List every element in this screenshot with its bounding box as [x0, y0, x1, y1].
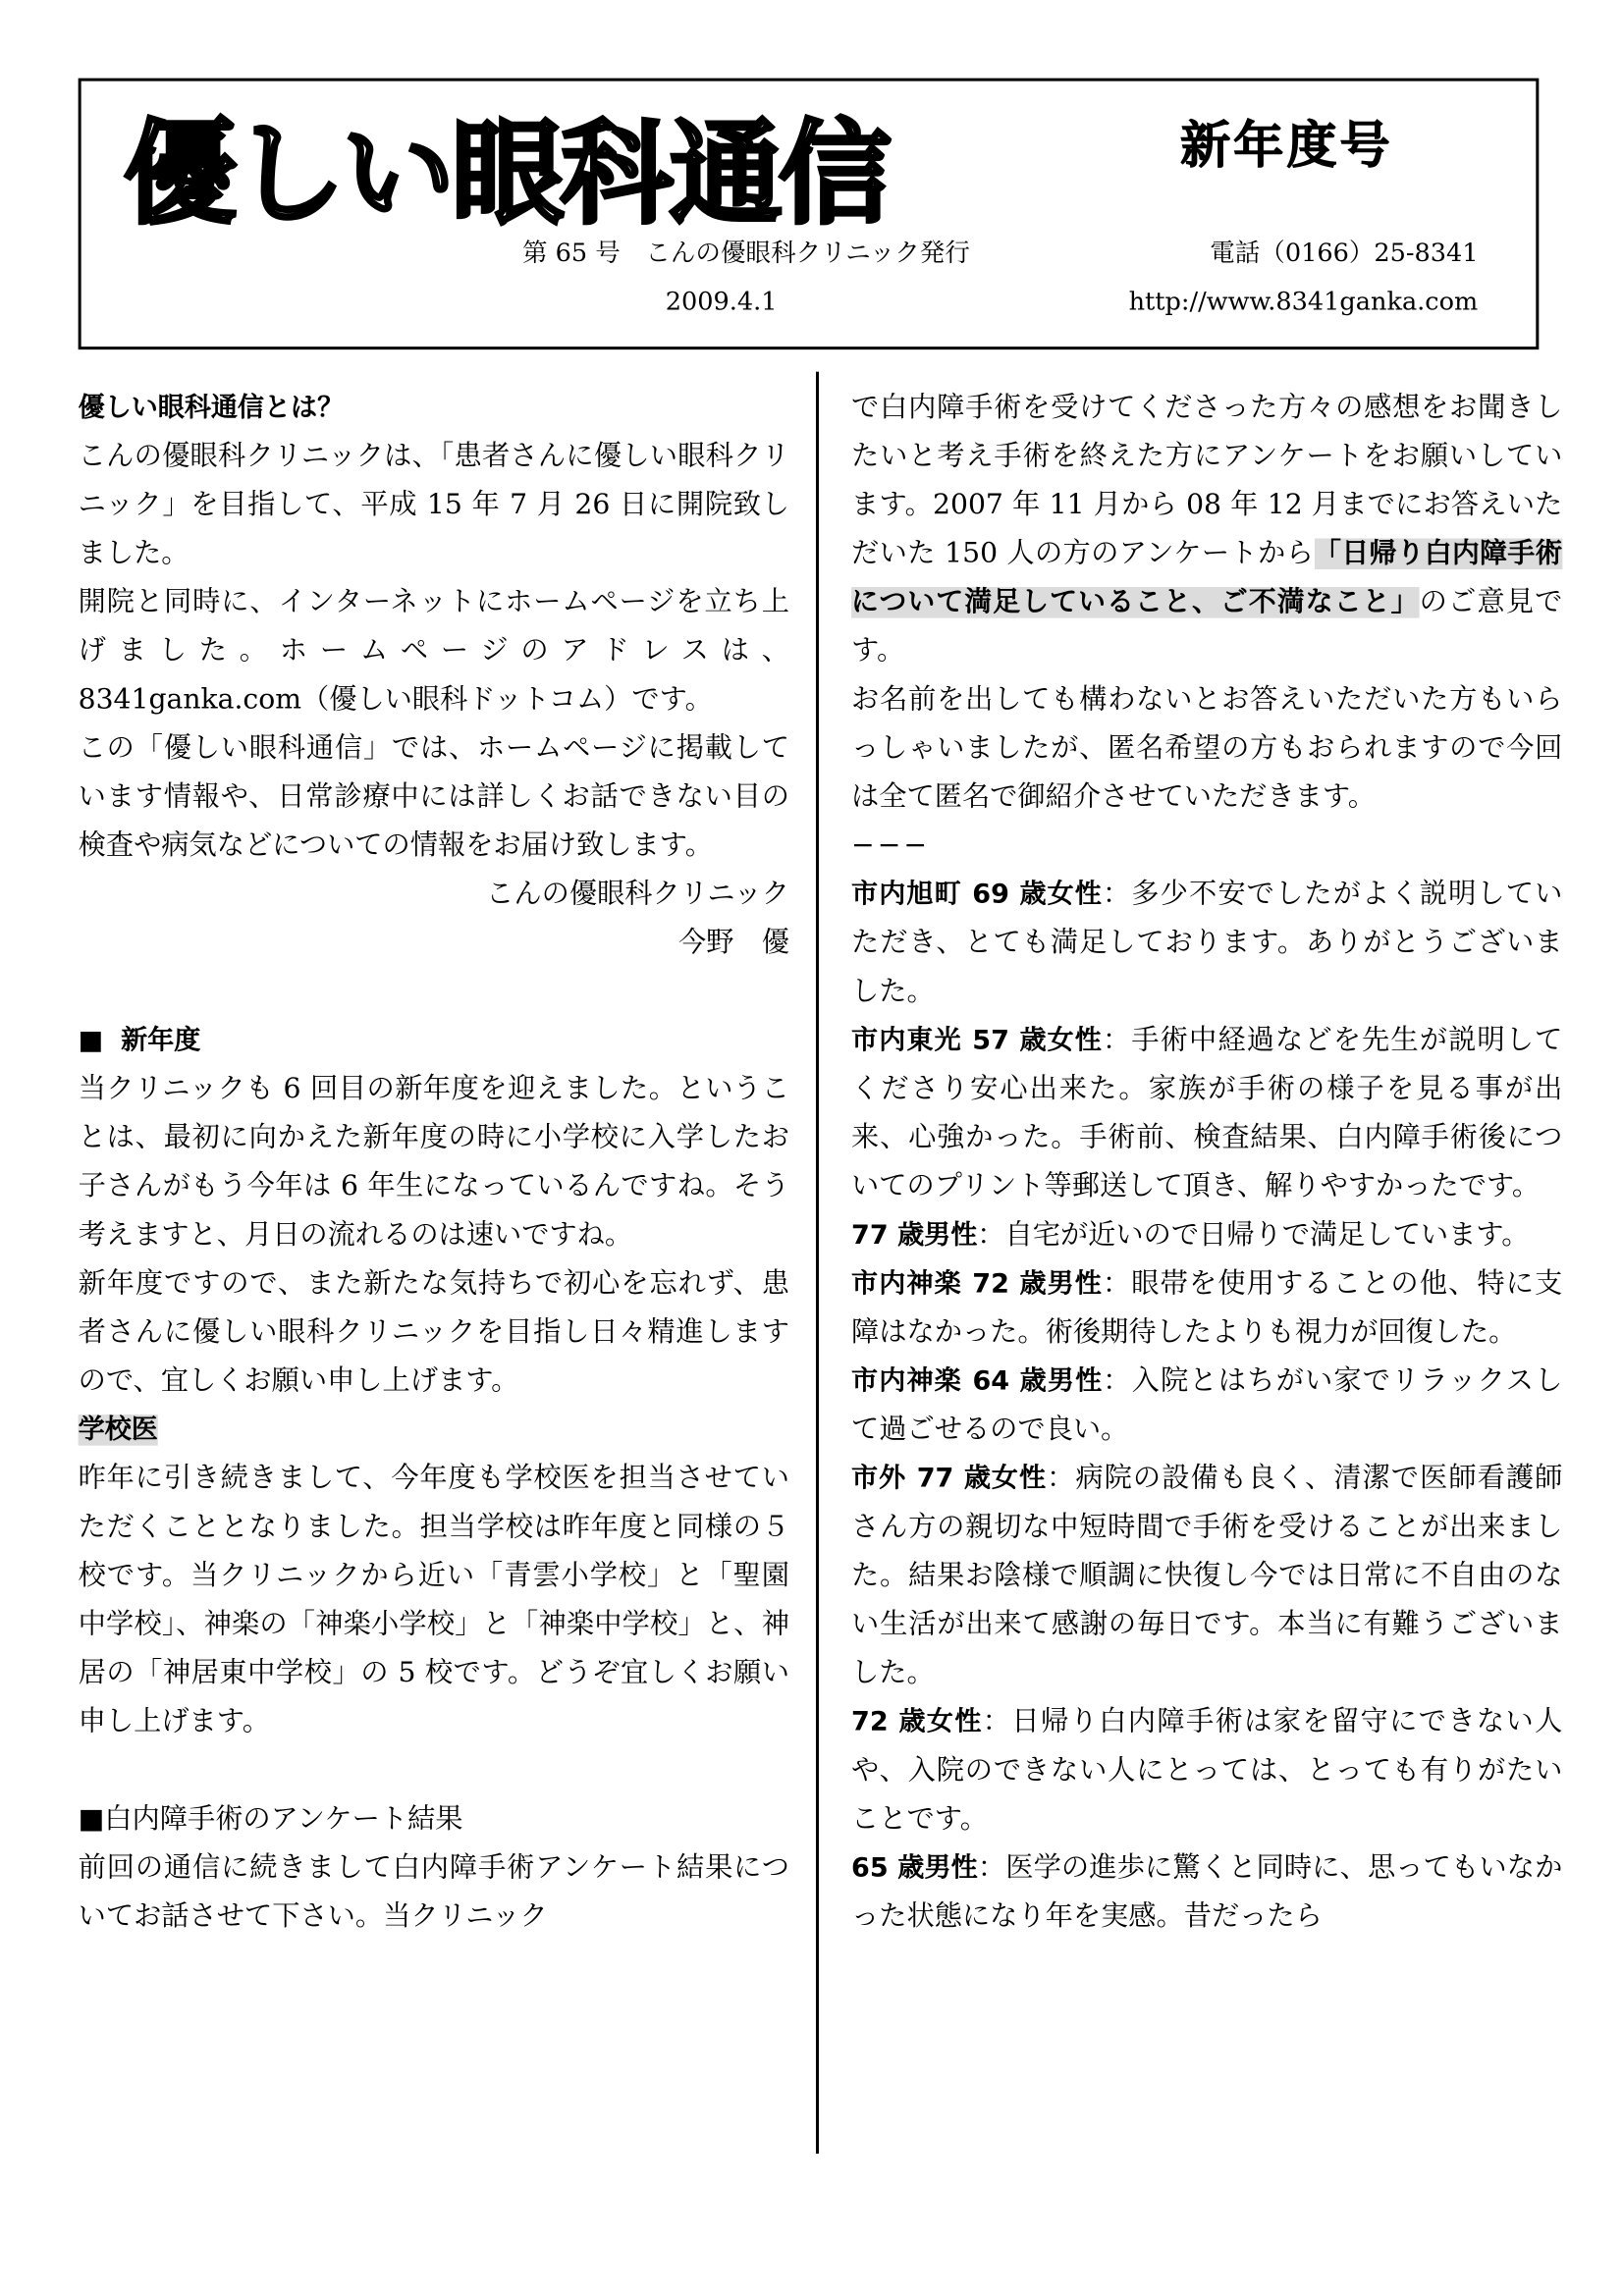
comment-author: 77 歳男性: [851, 1219, 978, 1252]
survey-paragraph: [851, 384, 1562, 676]
survey-paragraph: 前回の通信に続きまして白内障手術アンケート結果についてお話させて下さい。当クリニック: [78, 1852, 789, 1933]
comment-text: ：自宅が近いので日帰りで満足しています。: [977, 1219, 1530, 1252]
newsletter-title: 優しい眼科通信: [124, 107, 889, 240]
newyear-paragraph: 当クリニックも 6 回目の新年度を迎えました。ということは、最初に向かえた新年度の時に小学校に入学したお子さんがもう今年は 6 年生になっているんですね。そう考えますと、月日の流れるのは速いですね。: [78, 1073, 789, 1252]
comment-item: [851, 871, 1562, 1017]
comment-item: [851, 1211, 1562, 1260]
comment-item: [851, 1843, 1562, 1941]
newyear-paragraph: 新年度ですので、また新たな気持ちで初心を忘れず、患者さんに優しい眼科クリニックを目指し日々精進しますので、宜しくお願い申し上げます。: [78, 1268, 789, 1398]
comment-item: [851, 1259, 1562, 1357]
comment-text: ：病院の設備も良く、清潔で医師看護師さん方の親切な中短時間で手術を受けることが出来ました。結果お陰様で順調に快復し今では日常に不自由のない生活が出来て感謝の毎日です。本当に有難うございました。: [851, 1463, 1563, 1689]
section-heading-school-text: 学校医: [78, 1415, 158, 1446]
survey-highlight: 「日帰り白内障手術について満足していること、ご不満なこと」: [851, 538, 1563, 618]
intro-paragraph: こんの優眼科クリニックは、「患者さんに優しい眼科クリニック」を目指して、平成 15 年 7 月 26 日に開院致しました。: [78, 441, 789, 570]
section-heading-school: [79, 1406, 789, 1455]
issue-date: 2009.4.1: [665, 288, 778, 318]
comment-author: 市内東光 57 歳女性: [851, 1025, 1103, 1056]
comment-item: [851, 1698, 1562, 1844]
left-column: [79, 384, 789, 1942]
survey-text: で白内障手術を受けてくださった方々の感想をお聞きしたいと考え手術を終えた方にアンケートをお願いしています。2007 年 11 月から 08 年 12 月までにお答えいただいた 150 人の方のアンケートから: [851, 392, 1563, 570]
comment-item: [851, 1357, 1562, 1454]
separator: −−−: [851, 830, 931, 862]
comment-text: ：多少不安でしたがよく説明していただき、とても満足しております。ありがとうございました。: [851, 879, 1563, 1008]
phone-number: 電話（0166）25-8341: [1210, 239, 1479, 269]
comment-text: ：眼帯を使用することの他、特に支障はなかった。術後期待したよりも視力が回復した。: [851, 1268, 1563, 1349]
column-divider: [816, 372, 819, 2154]
edition-title: 新年度号: [1180, 116, 1393, 176]
comment-author: 市外 77 歳女性: [851, 1463, 1048, 1495]
comment-author: 65 歳男性: [851, 1852, 978, 1884]
section-heading-newyear: [79, 1016, 789, 1065]
intro-heading: 優しい眼科通信とは？: [78, 392, 345, 424]
section-heading-newyear-text: 新年度: [121, 1025, 201, 1056]
comment-author: 72 歳女性: [851, 1706, 983, 1738]
section-heading-survey: ■白内障手術のアンケート結果: [78, 1803, 463, 1836]
comment-author: 市内神楽 72 歳男性: [851, 1268, 1103, 1300]
comment-text: ：医学の進歩に驚くと同時に、思ってもいなかった状態になり年を実感。昔だったら: [851, 1852, 1563, 1933]
comment-text: ：入院とはちがい家でリラックスして過ごせるので良い。: [851, 1365, 1563, 1446]
signature-clinic: こんの優眼科クリニック: [486, 879, 789, 911]
comment-author: 市内神楽 64 歳男性: [851, 1365, 1104, 1398]
signature-name: 今野 優: [678, 928, 789, 959]
right-column: [851, 384, 1562, 1942]
comment-text: ：手術中経過などを先生が説明してくださり安心出来た。家族が手術の様子を見る事が出来、心強かった。手術前、検査結果、白内障手術後についてのプリント等郵送して頂き、解りやすかったです。: [851, 1025, 1563, 1202]
survey-paragraph: お名前を出しても構わないとお答えいただいた方もいらっしゃいましたが、匿名希望の方もおられますので今回は全て匿名で御紹介させていただきます。: [851, 684, 1563, 813]
school-paragraph: 昨年に引き続きまして、今年度も学校医を担当させていただくこととなりました。担当学校は昨年度と同様の５校です。当クリニックから近い「青雲小学校」と「聖園中学校」、神楽の「神楽小学校」と「神楽中学校」と、神居の「神居東中学校」の 5 校です。どうぞ宜しくお願い申し上げます。: [78, 1463, 789, 1738]
comment-item: [851, 1016, 1562, 1210]
website-url: http://www.8341ganka.com: [1128, 288, 1479, 318]
issue-info: 第 65 号 こんの優眼科クリニック発行: [521, 239, 970, 269]
comment-item: [851, 1455, 1562, 1698]
intro-paragraph: 開院と同時に、インターネットにホームページを立ち上げました。ホームページのアドレスは、8341ganka.com（優しい眼科ドットコム）です。: [78, 587, 789, 716]
spacer: [79, 1746, 789, 1795]
spacer: [79, 968, 789, 1017]
comment-author: 市内旭町 69 歳女性: [851, 879, 1103, 911]
square-marker: ■: [78, 1025, 104, 1056]
survey-text: のご意見です。: [851, 587, 1563, 667]
comment-text: ：日帰り白内障手術は家を留守にできない人や、入院のできない人にとっては、とっても有りがたいことです。: [851, 1706, 1563, 1836]
intro-paragraph: この「優しい眼科通信」では、ホームページに掲載しています情報や、日常診療中には詳しくお話できない目の検査や病気などについての情報をお届け致します。: [78, 732, 789, 862]
